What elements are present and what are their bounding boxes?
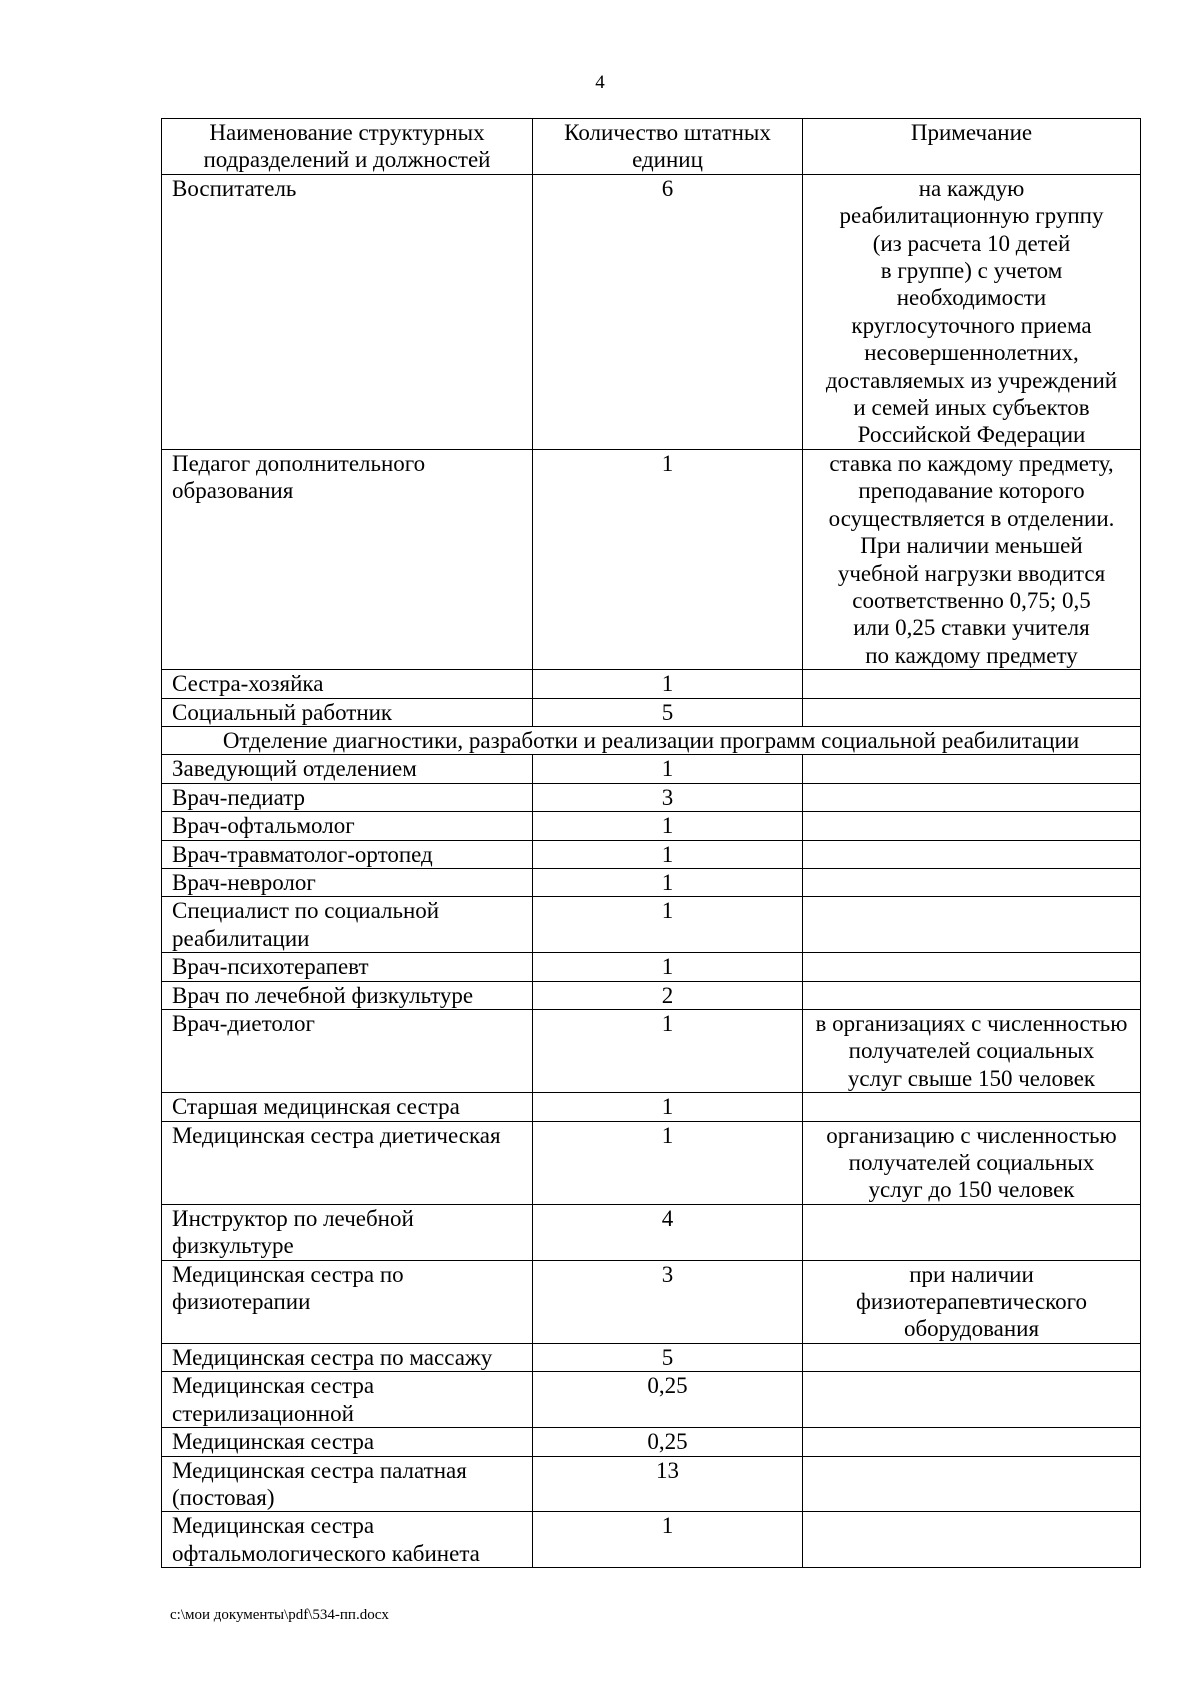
note-line: реабилитационную группу [839, 203, 1104, 229]
position-name-line: Педагог дополнительного [172, 450, 426, 476]
table-row [162, 1456, 1141, 1512]
position-name-line: образования [172, 478, 294, 504]
section-title: Отделение диагностики, разработки и реализации программ социальной реабилитации [162, 726, 1141, 754]
position-name [162, 953, 533, 981]
position-name-line: Врач-невролог [172, 869, 316, 895]
staff-count: 1 [533, 868, 803, 896]
position-name [162, 981, 533, 1009]
position-name [162, 449, 533, 669]
staff-count: 4 [533, 1204, 803, 1260]
position-name-line: Медицинская сестра по [172, 1261, 404, 1287]
table-header-row [162, 119, 1141, 175]
note-line: При наличии меньшей [860, 533, 1083, 559]
table-row [162, 670, 1141, 698]
note-line: в организациях с численностью [815, 1011, 1128, 1036]
position-name-line: Медицинская сестра диетическая [172, 1122, 501, 1148]
position-name [162, 1260, 533, 1343]
position-name [162, 174, 533, 449]
staff-count: 1 [533, 1121, 803, 1204]
position-name-line: (постовая) [172, 1484, 275, 1510]
note-line: физиотерапевтического [855, 1289, 1088, 1315]
note [803, 1512, 1141, 1568]
note [803, 1121, 1141, 1204]
position-name-line: офтальмологического кабинета [172, 1540, 480, 1566]
note-line: осуществляется в отделении. [828, 505, 1115, 531]
table-row [162, 1260, 1141, 1343]
note-line: круглосуточного приема [851, 312, 1092, 338]
position-name-line: Сестра-хозяйка [172, 671, 324, 697]
note [803, 1372, 1141, 1428]
table-row [162, 1372, 1141, 1428]
column-header-line: подразделений и должностей [203, 147, 491, 173]
position-name-line: Медицинская сестра [172, 1429, 375, 1455]
column-header-line: Количество штатных [564, 120, 771, 145]
note-line: доставляемых из учреждений [825, 367, 1118, 393]
note [803, 449, 1141, 669]
position-name [162, 755, 533, 783]
staff-count: 1 [533, 953, 803, 981]
note-line: при наличии [909, 1261, 1034, 1287]
note-line: получателей социальных [848, 1150, 1095, 1176]
column-header [162, 119, 533, 175]
staff-count: 5 [533, 1343, 803, 1371]
position-name-line: Врач-офтальмолог [172, 813, 355, 839]
staff-count: 0,25 [533, 1428, 803, 1456]
position-name-line: Социальный работник [172, 699, 393, 725]
note [803, 1428, 1141, 1456]
note [803, 783, 1141, 811]
position-name-line: Медицинская сестра [172, 1373, 375, 1399]
position-name [162, 1093, 533, 1121]
staff-count: 1 [533, 897, 803, 953]
table-row [162, 1512, 1141, 1568]
staff-count: 1 [533, 670, 803, 698]
position-name [162, 1010, 533, 1093]
table-row [162, 1121, 1141, 1204]
staff-count: 1 [533, 755, 803, 783]
table-row [162, 698, 1141, 726]
note-line: на каждую [918, 175, 1025, 201]
note-line: ставка по каждому предмету, [829, 450, 1114, 476]
staff-count: 0,25 [533, 1372, 803, 1428]
position-name-line: реабилитации [172, 925, 310, 951]
note-line: учебной нагрузки вводится [837, 560, 1106, 586]
position-name-line: Специалист по социальной [172, 898, 440, 924]
note-line: несовершеннолетних, [864, 340, 1079, 366]
position-name-line: Врач-диетолог [172, 1011, 315, 1036]
position-name-line: Медицинская сестра по массажу [172, 1344, 493, 1370]
note [803, 868, 1141, 896]
table-row [162, 897, 1141, 953]
position-name-line: физиотерапии [172, 1289, 311, 1315]
column-header-line: единиц [632, 147, 703, 173]
note-line: преподавание которого [858, 478, 1085, 504]
staff-count: 5 [533, 698, 803, 726]
table-row [162, 174, 1141, 449]
table-row [162, 1343, 1141, 1371]
table-row [162, 1093, 1141, 1121]
section-row [162, 726, 1141, 754]
staff-count: 1 [533, 1512, 803, 1568]
position-name [162, 812, 533, 840]
note [803, 812, 1141, 840]
note-line: Российской Федерации [857, 422, 1086, 448]
position-name [162, 783, 533, 811]
staff-count: 13 [533, 1456, 803, 1512]
staff-count: 1 [533, 1010, 803, 1093]
table-row [162, 840, 1141, 868]
page-number: 4 [595, 72, 605, 93]
column-header [803, 119, 1141, 175]
note-line: услуг до 150 человек [868, 1177, 1075, 1203]
note [803, 953, 1141, 981]
note [803, 1204, 1141, 1260]
position-name-line: Медицинская сестра палатная [172, 1457, 467, 1483]
staff-count: 1 [533, 449, 803, 669]
note [803, 981, 1141, 1009]
note [803, 698, 1141, 726]
column-header-line: Наименование структурных [209, 120, 485, 145]
staff-count: 1 [533, 812, 803, 840]
note [803, 755, 1141, 783]
position-name [162, 1456, 533, 1512]
note-line: соответственно 0,75; 0,5 [852, 587, 1091, 613]
staff-count: 6 [533, 174, 803, 449]
position-name [162, 840, 533, 868]
position-name-line: Врач-психотерапевт [172, 954, 369, 980]
table-row [162, 868, 1141, 896]
note [803, 1456, 1141, 1512]
position-name-line: Врач-травматолог-ортопед [172, 841, 433, 867]
note-line: необходимости [896, 285, 1047, 311]
position-name [162, 1204, 533, 1260]
position-name [162, 1372, 533, 1428]
note-line: услуг свыше 150 человек [847, 1065, 1096, 1091]
staff-count: 1 [533, 1093, 803, 1121]
table-row [162, 755, 1141, 783]
position-name-line: Врач по лечебной физкультуре [172, 982, 474, 1008]
note [803, 1343, 1141, 1371]
position-name-line: Воспитатель [172, 175, 297, 201]
position-name-line: Заведующий отделением [172, 756, 417, 782]
note [803, 1260, 1141, 1343]
staffing-table [161, 118, 1141, 1568]
position-name-line: Инструктор по лечебной [172, 1205, 414, 1231]
staff-count: 1 [533, 840, 803, 868]
note-line: получателей социальных [848, 1038, 1095, 1064]
note [803, 1093, 1141, 1121]
position-name-line: Медицинская сестра [172, 1513, 375, 1539]
position-name-line: Старшая медицинская сестра [172, 1094, 460, 1120]
note-line: по каждому предмету [865, 642, 1078, 668]
position-name [162, 1343, 533, 1371]
staff-count: 3 [533, 1260, 803, 1343]
note [803, 1010, 1141, 1093]
note [803, 670, 1141, 698]
column-header [533, 119, 803, 175]
note [803, 840, 1141, 868]
note-line: организацию с численностью [826, 1122, 1117, 1148]
position-name [162, 1512, 533, 1568]
position-name [162, 897, 533, 953]
position-name [162, 868, 533, 896]
position-name-line: Врач-педиатр [172, 784, 306, 810]
note-line: и семей иных субъектов [853, 395, 1090, 421]
note-line: или 0,25 ставки учителя [853, 615, 1090, 641]
note-line: оборудования [903, 1316, 1040, 1342]
position-name [162, 1428, 533, 1456]
position-name [162, 698, 533, 726]
table-row [162, 981, 1141, 1009]
table-row [162, 953, 1141, 981]
staff-count: 2 [533, 981, 803, 1009]
table-row [162, 1428, 1141, 1456]
staff-count: 3 [533, 783, 803, 811]
table-row [162, 1204, 1141, 1260]
note-line: в группе) с учетом [880, 258, 1063, 284]
column-header-line: Примечание [910, 120, 1033, 145]
position-name [162, 1121, 533, 1204]
file-path-footer: c:\мои документы\pdf\534-пп.docx [170, 1607, 389, 1623]
table-row [162, 449, 1141, 669]
note [803, 897, 1141, 953]
table-row [162, 783, 1141, 811]
note [803, 174, 1141, 449]
position-name-line: физкультуре [172, 1233, 294, 1259]
table-row [162, 812, 1141, 840]
note-line: (из расчета 10 детей [872, 230, 1071, 256]
position-name-line: стерилизационной [172, 1400, 354, 1426]
position-name [162, 670, 533, 698]
table-row [162, 1010, 1141, 1093]
